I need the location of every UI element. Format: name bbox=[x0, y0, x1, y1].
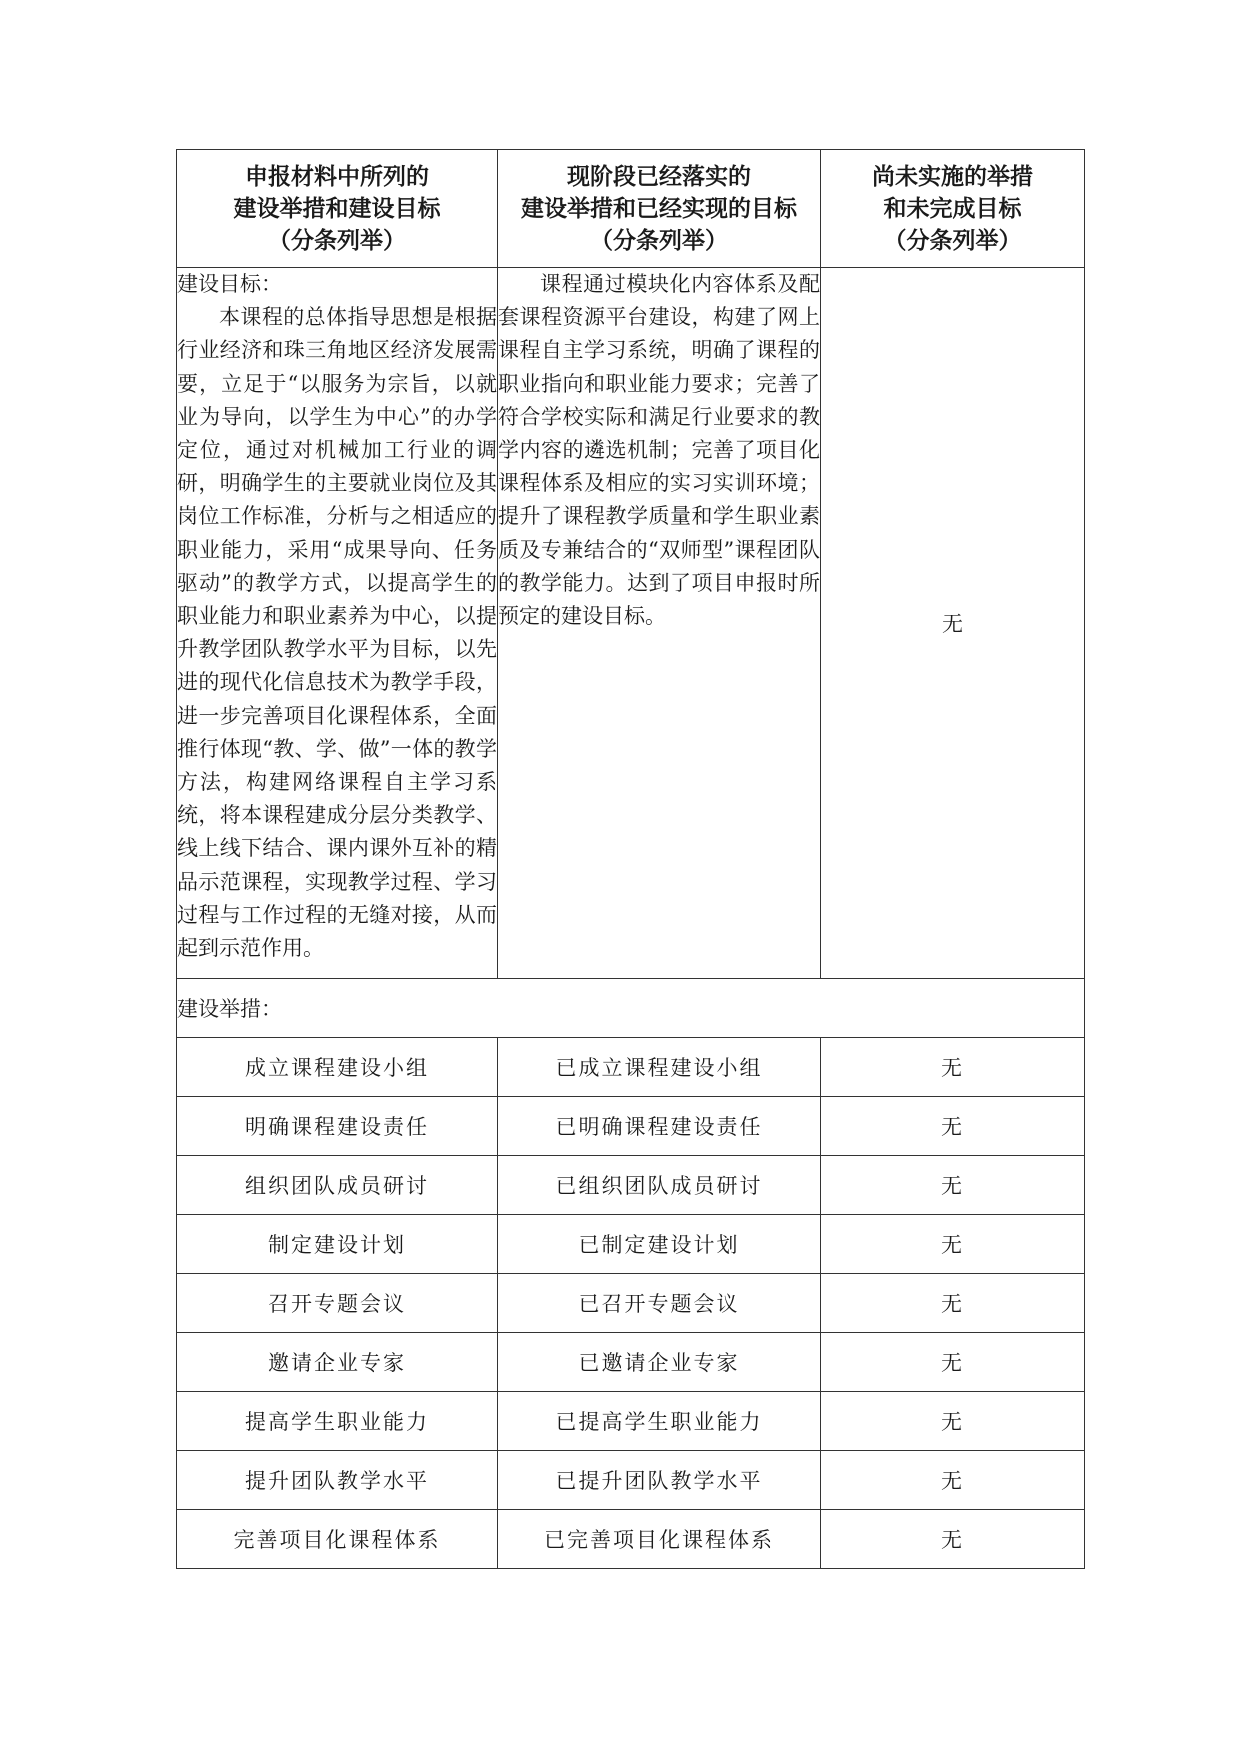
header-pending-line-3: （分条列举） bbox=[883, 226, 1022, 254]
measure-declared-cell: 提升团队教学水平 bbox=[177, 1451, 498, 1510]
measure-achieved-cell: 已组织团队成员研讨 bbox=[498, 1156, 821, 1215]
goals-pending-text: 无 bbox=[821, 268, 1085, 979]
header-declared bbox=[177, 150, 498, 268]
measure-row bbox=[177, 1274, 1085, 1333]
header-pending-line-2: 和未完成目标 bbox=[883, 194, 1022, 222]
measure-declared-cell: 制定建设计划 bbox=[177, 1215, 498, 1274]
measure-achieved-cell: 已明确课程建设责任 bbox=[498, 1097, 821, 1156]
measure-pending-cell: 无 bbox=[821, 1451, 1085, 1510]
measure-declared-cell: 明确课程建设责任 bbox=[177, 1097, 498, 1156]
measure-declared-cell: 组织团队成员研讨 bbox=[177, 1156, 498, 1215]
goals-achieved-text: 课程通过模块化内容体系及配套课程资源平台建设，构建了网上课程自主学习系统，明确了课程的职业指向和职业能力要求；完善了符合学校实际和满足行业要求的教学内容的遴选机制；完善了项目化课程体系及相应的实习实训环境；提升了课程教学质量和学生职业素质及专兼结合的“双师型”课程团队的教学能力。达到了项目申报时所预定的建设目标。 bbox=[498, 268, 821, 979]
measure-pending-cell: 无 bbox=[821, 1333, 1085, 1392]
measures-body bbox=[177, 1038, 1085, 1569]
header-achieved-line-3: （分条列举） bbox=[590, 226, 728, 254]
measure-row bbox=[177, 1510, 1085, 1569]
measure-declared-cell: 召开专题会议 bbox=[177, 1274, 498, 1333]
header-pending-line-1: 尚未实施的举措 bbox=[872, 162, 1033, 190]
measure-row bbox=[177, 1038, 1085, 1097]
measure-achieved-cell: 已召开专题会议 bbox=[498, 1274, 821, 1333]
measure-declared-cell: 成立课程建设小组 bbox=[177, 1038, 498, 1097]
header-declared-line-2: 建设举措和建设目标 bbox=[233, 194, 441, 222]
measure-pending-cell: 无 bbox=[821, 1274, 1085, 1333]
measure-achieved-cell: 已提升团队教学水平 bbox=[498, 1451, 821, 1510]
goals-row bbox=[177, 268, 1085, 979]
measure-achieved-cell: 已完善项目化课程体系 bbox=[498, 1510, 821, 1569]
header-declared-line-1: 申报材料中所列的 bbox=[245, 162, 429, 190]
goals-declared-text: 本课程的总体指导思想是根据行业经济和珠三角地区经济发展需要，立足于“以服务为宗旨，以就业为导向，以学生为中心”的办学定位，通过对机械加工行业的调研，明确学生的主要就业岗位及其岗位工作标准，分析与之相适应的职业能力，采用“成果导向、任务驱动”的教学方式，以提高学生的职业能力和职业素养为中心，以提升教学团队教学水平为目标，以先进的现代化信息技术为教学手段，进一步完善项目化课程体系，全面推行体现“教、学、做”一体的教学方法，构建网络课程自主学习系统，将本课程建成分层分类教学、线上线下结合、课内课外互补的精品示范课程，实现教学过程、学习过程与工作过程的无缝对接，从而起到示范作用。 bbox=[177, 305, 497, 961]
measure-row bbox=[177, 1392, 1085, 1451]
header-achieved-line-2: 建设举措和已经实现的目标 bbox=[521, 194, 797, 222]
measure-row bbox=[177, 1097, 1085, 1156]
measure-pending-cell: 无 bbox=[821, 1038, 1085, 1097]
measure-row bbox=[177, 1451, 1085, 1510]
header-achieved-line-1: 现阶段已经落实的 bbox=[567, 162, 751, 190]
measure-achieved-cell: 已提高学生职业能力 bbox=[498, 1392, 821, 1451]
measure-achieved-cell: 已邀请企业专家 bbox=[498, 1333, 821, 1392]
header-achieved bbox=[498, 150, 821, 268]
header-row bbox=[177, 150, 1085, 268]
measure-achieved-cell: 已成立课程建设小组 bbox=[498, 1038, 821, 1097]
measures-label: 建设举措： bbox=[177, 979, 1085, 1038]
measure-pending-cell: 无 bbox=[821, 1215, 1085, 1274]
measure-declared-cell: 提高学生职业能力 bbox=[177, 1392, 498, 1451]
measure-achieved-cell: 已制定建设计划 bbox=[498, 1215, 821, 1274]
construction-report-table bbox=[176, 149, 1085, 1569]
measure-row bbox=[177, 1156, 1085, 1215]
measure-declared-cell: 邀请企业专家 bbox=[177, 1333, 498, 1392]
header-pending bbox=[821, 150, 1085, 268]
measure-pending-cell: 无 bbox=[821, 1510, 1085, 1569]
measure-pending-cell: 无 bbox=[821, 1392, 1085, 1451]
measure-pending-cell: 无 bbox=[821, 1097, 1085, 1156]
measure-declared-cell: 完善项目化课程体系 bbox=[177, 1510, 498, 1569]
measure-row bbox=[177, 1333, 1085, 1392]
goals-label: 建设目标： bbox=[177, 272, 282, 296]
header-declared-line-3: （分条列举） bbox=[268, 226, 406, 254]
goals-declared-cell bbox=[177, 268, 498, 979]
measures-label-row bbox=[177, 979, 1085, 1038]
measure-pending-cell: 无 bbox=[821, 1156, 1085, 1215]
measure-row bbox=[177, 1215, 1085, 1274]
